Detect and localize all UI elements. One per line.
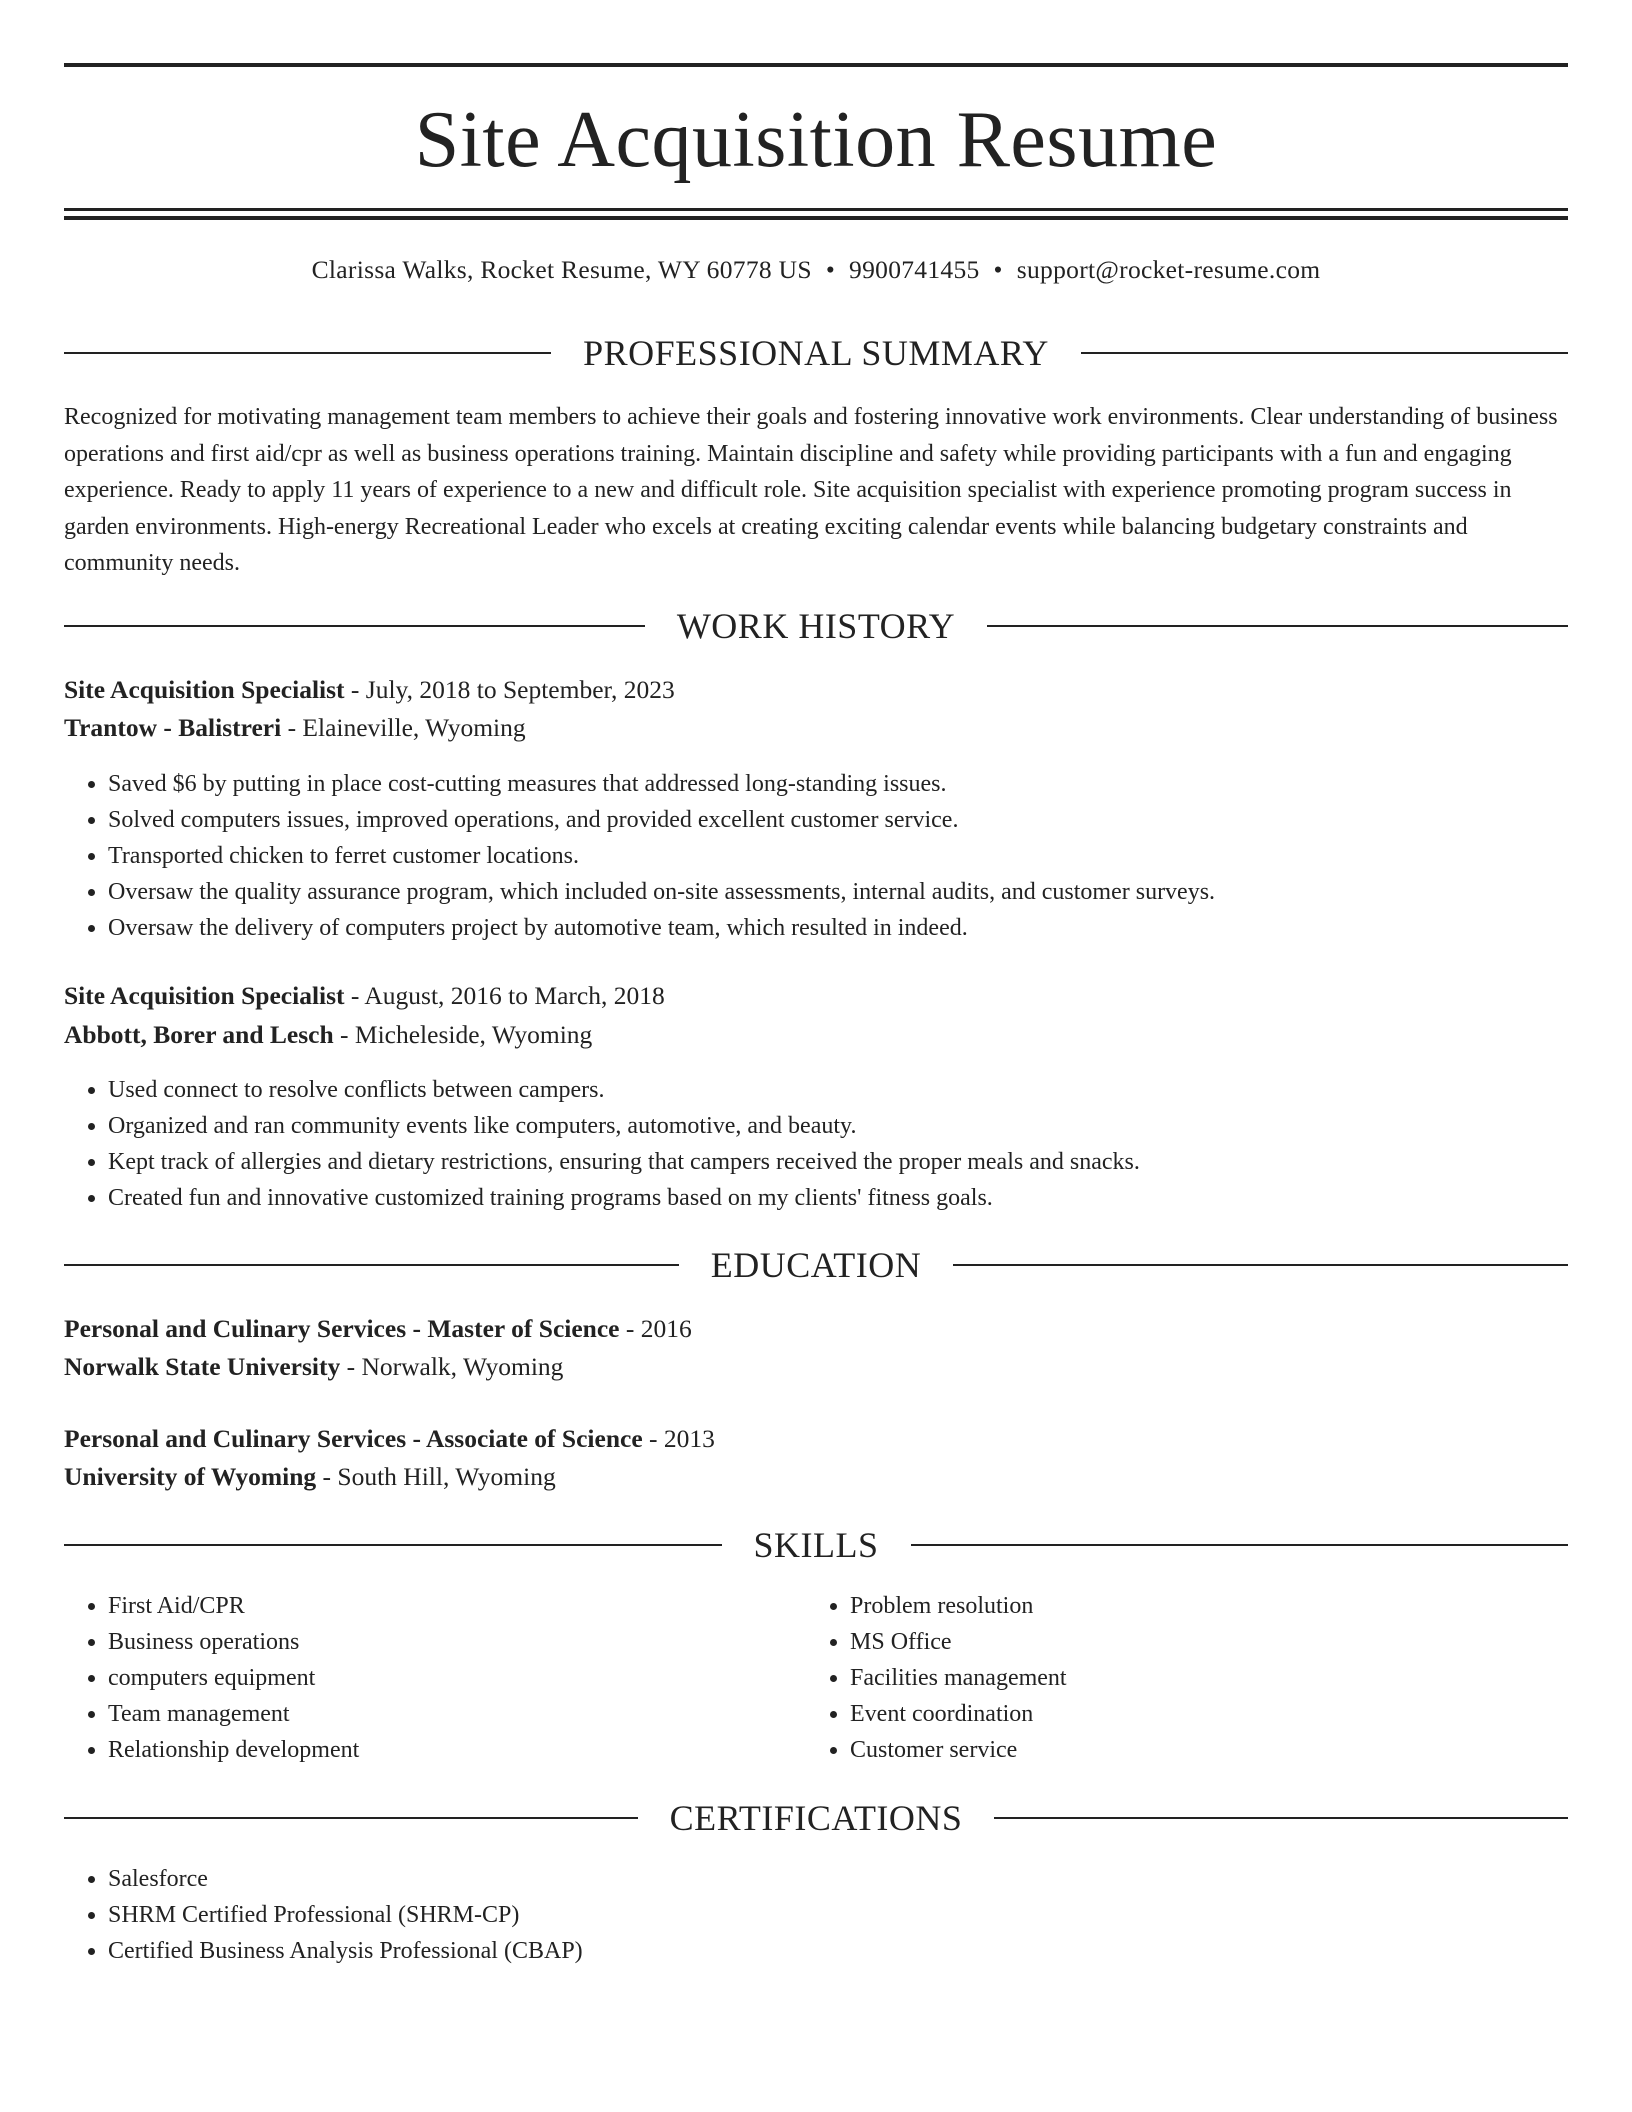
job-location: - Elaineville, Wyoming <box>281 713 526 742</box>
skills-heading-label: SKILLS <box>753 1525 879 1565</box>
contact-address: Clarissa Walks, Rocket Resume, WY 60778 US <box>311 255 812 284</box>
heading-rule <box>64 1817 638 1819</box>
heading-rule <box>1081 352 1568 354</box>
degree-line <box>64 1421 1568 1457</box>
skills-heading <box>64 1525 1568 1565</box>
skill-item: • Team management <box>108 1696 748 1732</box>
list-item: • Created fun and innovative customized training programs based on my clients' fitness goals. <box>108 1180 1140 1216</box>
school-line <box>64 1459 1568 1495</box>
skill-item: • MS Office <box>850 1624 1490 1660</box>
degree-year: - 2016 <box>619 1314 692 1343</box>
skill-item: • Relationship development <box>108 1732 748 1768</box>
job-title: Site Acquisition Specialist <box>64 675 345 704</box>
contact-separator: • <box>993 255 1003 284</box>
list-item: • Oversaw the delivery of computers project by automotive team, which resulted in indeed. <box>108 910 1215 946</box>
certifications-list <box>64 1861 583 1969</box>
degree: Personal and Culinary Services - Master of Science <box>64 1314 620 1343</box>
heading-rule <box>994 1817 1568 1819</box>
list-item: • Organized and ran community events like computers, automotive, and beauty. <box>108 1108 1140 1144</box>
list-item: • Kept track of allergies and dietary restrictions, ensuring that campers received the proper meals and snacks. <box>108 1144 1140 1180</box>
skill-item: • Customer service <box>850 1732 1490 1768</box>
skill-item: • Event coordination <box>850 1696 1490 1732</box>
school-location: - South Hill, Wyoming <box>316 1462 556 1491</box>
job-company-line <box>64 710 1568 746</box>
school: Norwalk State University <box>64 1352 341 1381</box>
list-item: • Solved computers issues, improved operations, and provided excellent customer service. <box>108 802 1215 838</box>
skill-item: • computers equipment <box>108 1660 748 1696</box>
list-item: • Used connect to resolve conflicts between campers. <box>108 1072 1140 1108</box>
skill-item: • Business operations <box>108 1624 748 1660</box>
school-location: - Norwalk, Wyoming <box>340 1352 564 1381</box>
heading-rule <box>911 1544 1569 1546</box>
certification-item: • Salesforce <box>108 1861 583 1897</box>
education-heading <box>64 1245 1568 1285</box>
heading-rule <box>987 625 1568 627</box>
heading-rule <box>64 625 645 627</box>
work-heading <box>64 606 1568 646</box>
skills-list-left <box>64 1588 748 1768</box>
title-double-rule <box>64 208 1568 220</box>
resume-title: Site Acquisition Resume <box>414 96 1218 184</box>
contact-line <box>64 252 1568 288</box>
job-company: Abbott, Borer and Lesch <box>64 1020 334 1049</box>
contact-separator: • <box>825 255 836 284</box>
job-title-line <box>64 978 1568 1014</box>
skill-item: • First Aid/CPR <box>108 1588 748 1624</box>
degree-line <box>64 1311 1568 1347</box>
school: University of Wyoming <box>64 1462 317 1491</box>
degree: Personal and Culinary Services - Associate of Science <box>64 1424 643 1453</box>
contact-phone: 9900741455 <box>849 255 980 284</box>
job-company: Trantow - Balistreri <box>64 713 282 742</box>
certifications-heading <box>64 1798 1568 1838</box>
list-item: • Saved $6 by putting in place cost-cutting measures that addressed long-standing issues. <box>108 766 1215 802</box>
job-bullets <box>64 1072 1140 1216</box>
summary-text: Recognized for motivating management team members to achieve their goals and fostering innovative work environments. Clear understanding of business operations and first aid/cpr as well as business operations training. Maintain discipline and safety while providing participants with a fun and engaging experience. Ready to apply 11 years of experience to a new and difficult role. Site acquisition specialist with experience promoting program success in garden environments. High-energy Recreational Leader who excels at creating exciting calendar events while balancing budgetary constraints and community needs. <box>64 404 1558 576</box>
job-location: - Micheleside, Wyoming <box>333 1020 593 1049</box>
education-heading-label: EDUCATION <box>710 1245 922 1285</box>
skills-list-right <box>806 1588 1490 1768</box>
skill-item: • Problem resolution <box>850 1588 1490 1624</box>
summary-heading <box>64 333 1568 373</box>
top-rule <box>64 63 1568 67</box>
certification-item: • SHRM Certified Professional (SHRM-CP) <box>108 1897 583 1933</box>
skill-item: • Facilities management <box>850 1660 1490 1696</box>
work-heading-label: WORK HISTORY <box>676 606 956 646</box>
school-line <box>64 1349 1568 1385</box>
job-dates: - August, 2016 to March, 2018 <box>344 981 665 1010</box>
certifications-heading-label: CERTIFICATIONS <box>669 1798 963 1838</box>
degree-year: - 2013 <box>642 1424 715 1453</box>
heading-rule <box>64 1544 722 1546</box>
heading-rule <box>953 1264 1568 1266</box>
summary-heading-label: PROFESSIONAL SUMMARY <box>583 333 1049 373</box>
job-title: Site Acquisition Specialist <box>64 981 345 1010</box>
contact-email: support@rocket-resume.com <box>1016 255 1321 284</box>
heading-rule <box>64 352 551 354</box>
job-dates: - July, 2018 to September, 2023 <box>344 675 675 704</box>
job-title-line <box>64 672 1568 708</box>
list-item: • Transported chicken to ferret customer locations. <box>108 838 1215 874</box>
list-item: • Oversaw the quality assurance program, which included on-site assessments, internal audits, and customer surveys. <box>108 874 1215 910</box>
job-company-line <box>64 1017 1568 1053</box>
job-bullets <box>64 766 1215 946</box>
certification-item: • Certified Business Analysis Professional (CBAP) <box>108 1933 583 1969</box>
heading-rule <box>64 1264 679 1266</box>
